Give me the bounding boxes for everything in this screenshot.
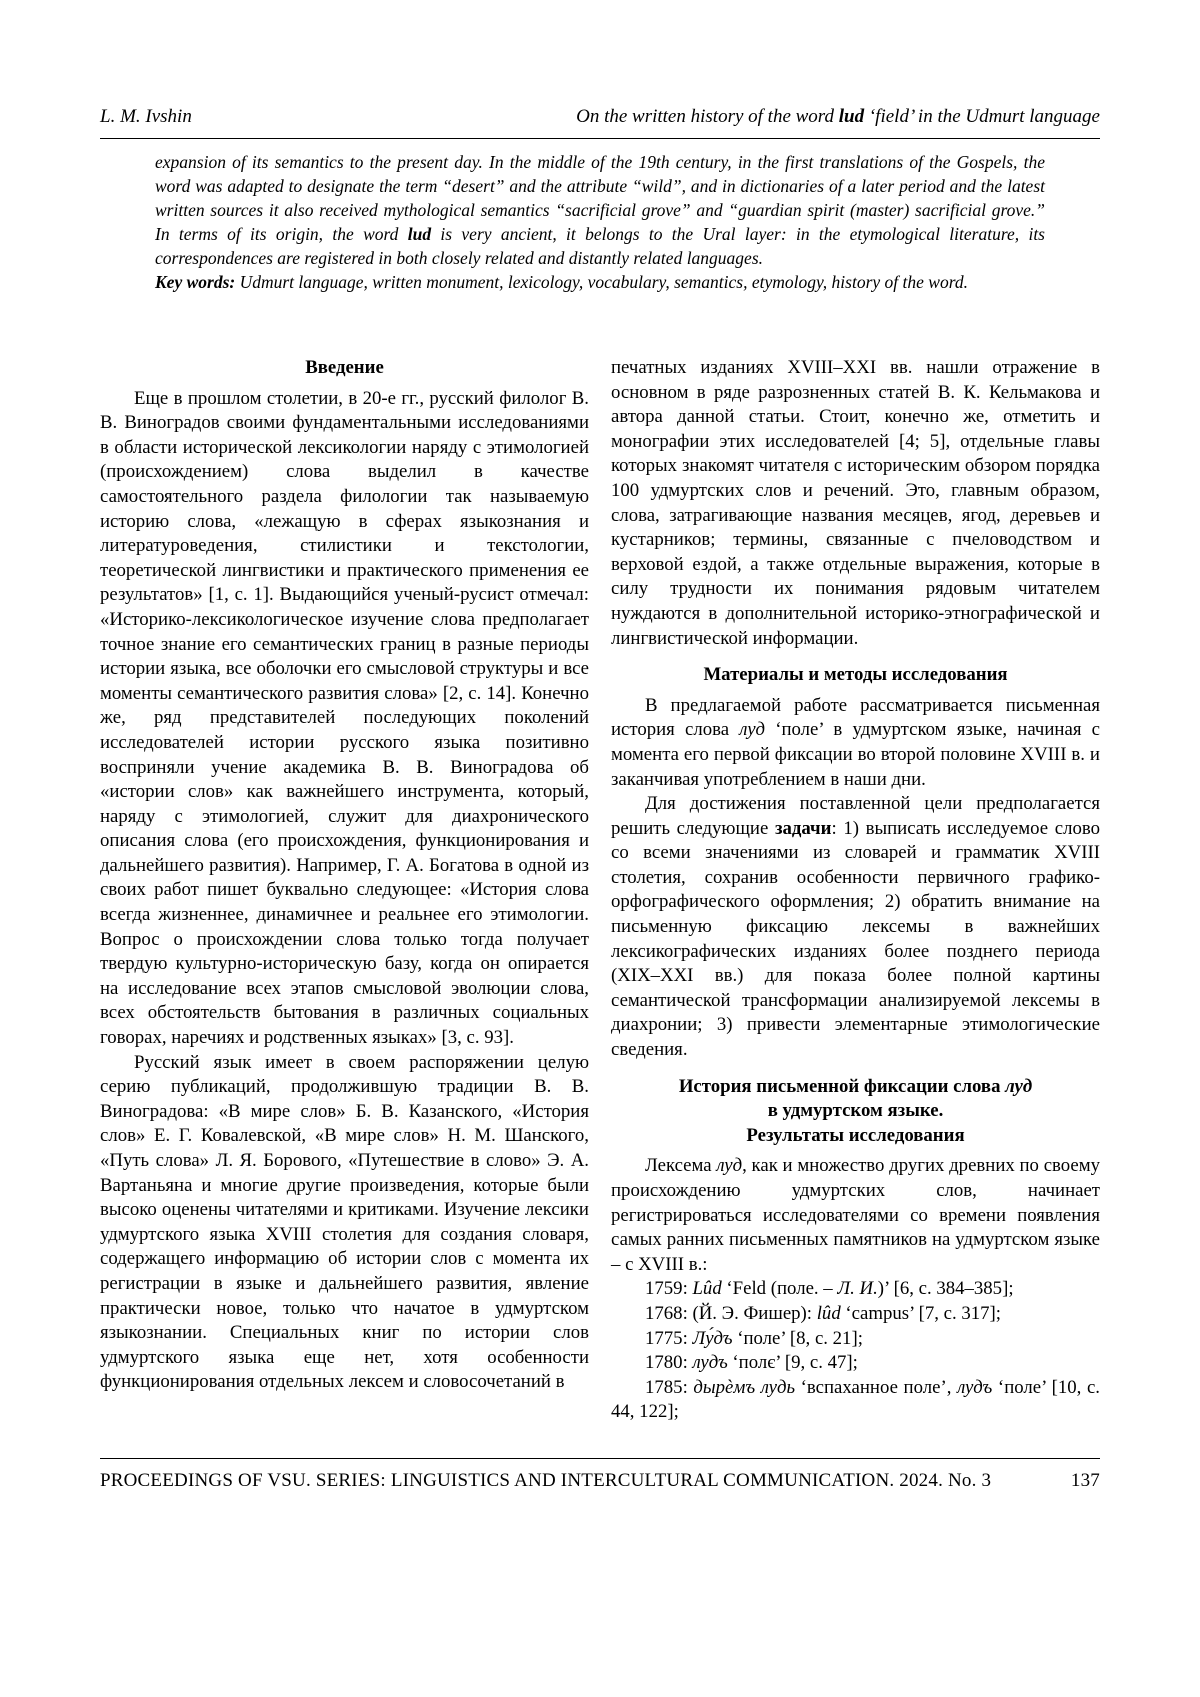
two-column-body: [100, 356, 1100, 1456]
running-title: [576, 106, 1100, 128]
text-run: Key words:: [155, 272, 240, 292]
text-run: Udmurt language, written monument, lexicology, vocabulary, semantics, etymology, history of the word.: [239, 272, 968, 292]
text-run: 1785:: [645, 1376, 694, 1398]
paragraph: [611, 694, 1100, 792]
text-run: луд: [739, 719, 766, 741]
text-run: Lûd: [692, 1278, 722, 1300]
author-name: L. M. Ivshin: [100, 106, 192, 127]
text-run: Л. И.: [837, 1278, 878, 1300]
text-run: Результаты исследования: [746, 1124, 965, 1146]
text-run: , как и множество других древних по своему происхождению удмуртских слов, начинает регистрироваться исследователями со времени появления самых ранних письменных памятников на удмуртском языке – с XVIII в.:: [611, 1155, 1100, 1275]
text-run: is very ancient, it belongs to the Ural layer: in the etymological literature, its correspondences are registered in both closely related and distantly related languages.: [155, 224, 1045, 268]
paragraph: [100, 1051, 589, 1395]
text-run: : 1) выписать исследуемое слово со всеми значениями из словарей и грамматик XVIII столетия, сохранив особенности первичного графико-орфографического оформления; 2) обратить внимание на письменную фиксацию лексемы в важнейших лексикографических изданиях более позднего периода (XIX–XXI вв.) для показа более полной картины семантической трансформации анализируемой лексемы в диахронии; 3) привести элементарные этимологические сведения.: [611, 817, 1100, 1061]
text-run: История письменной фиксации слова: [678, 1075, 1006, 1097]
page-number: 137: [1070, 1470, 1100, 1491]
text-run: в удмуртском языке.: [767, 1100, 944, 1122]
paragraph: [100, 387, 589, 1051]
text-run: В предлагаемой работе рассматривается письменная история слова: [611, 694, 1100, 741]
text-run: 1768: (Й. Э. Фишер):: [645, 1302, 817, 1324]
text-run: луд: [716, 1155, 743, 1177]
text-run: Лексема: [645, 1155, 717, 1177]
paragraph: [611, 1351, 1100, 1376]
text-run: дырѐмъ лудь: [693, 1376, 796, 1398]
text-run: On the written history of the word: [576, 106, 839, 127]
text-run: )’ [6, с. 384–385];: [877, 1278, 1014, 1300]
paragraph: [611, 1302, 1100, 1327]
text-run: луд: [1005, 1075, 1033, 1097]
text-run: lûd: [816, 1302, 841, 1324]
page-footer: [100, 1458, 1100, 1492]
text-run: ‘полє’ [9, с. 47];: [727, 1352, 858, 1374]
paragraph: [611, 1277, 1100, 1302]
paragraph: [611, 792, 1100, 1063]
text-run: Лу́дъ: [692, 1327, 733, 1349]
text-run: ‘field’ in the Udmurt language: [864, 106, 1100, 127]
section-heading: [100, 356, 589, 381]
text-run: lud: [838, 106, 865, 127]
section-heading: [611, 1075, 1100, 1149]
abstract-text: [155, 150, 1045, 270]
text-run: ‘Feld (поле. –: [721, 1278, 838, 1300]
text-run: печатных изданиях XVIII–XXI вв. нашли отражение в основном в ряде разрозненных статей В. К. Кельмакова и автора данной статьи. Стоит, конечно же, отметить и монографии этих исследователей [4; 5], отдельные главы которых знакомят читателя с историческим обзором порядка 100 удмуртских слов и речений. Это, главным образом, слова, затрагивающие названия месяцев, ягод, деревьев и кустарников; термины, связанные с пчеловодством и верховой ездой, а также отдельные выражения, которые в силу трудности их понимания рядовым читателем нуждаются в дополнительной историко-этнографической и лингвистической информации.: [611, 357, 1100, 649]
text-run: Еще в прошлом столетии, в 20-е гг., русский филолог В. В. Виноградов своими фундаментальными исследованиями в области исторической лексикологии наряду с этимологией (происхождением) слова выделил в качестве самостоятельного раздела филологии так называемую историю слова, «лежащую в сферах языкознания и литературоведения, стилистики и текстологии, теоретической лингвистики и практического применения ее результатов» [1, с. 1]. Выдающийся ученый-русист отмечал: «Историко-лексикологическое изучение слова предполагает точное знание его семантических границ в разные периоды истории языка, все оболочки его смысловой структуры и все моменты семантического развития слова» [2, с. 14]. Конечно же, ряд представителей последующих поколений исследователей истории русского языка позитивно восприняли учение академика В. В. Виноградова об «истории слов» как важнейшего инструмента, который, наряду с этимологией, служит для диахронического описания слова (его происхождения, функционирования и дальнейшего развития). Например, Г. А. Богатова в одной из своих работ пишет буквально следующее: «История слова всегда жизненнее, динамичнее и реальнее его этимологии. Вопрос о происхождении слова только тогда получает твердую культурно-историческую базу, когда он опирается на исследование всех этапов смысловой эволюции слова, всех обстоятельств бытования в различных социальных говорах, наречиях и родственных языках» [3, с. 93].: [100, 387, 589, 1049]
paragraph: [611, 1154, 1100, 1277]
text-run: expansion of its semantics to the present day. In the middle of the 19th century, in the first translations of the Gospels, the word was adapted to designate the term “desert” and the attribute “wild”, and in dictionaries of a later period and the latest written sources it also received mythological semantics “sacrificial grove” and “guardian spirit (master) sacrificial grove.” In terms of its origin, the word: [155, 152, 1045, 244]
left-column: [100, 356, 589, 1456]
abstract: [155, 150, 1045, 294]
text-run: лудъ: [957, 1376, 993, 1398]
text-run: Русский язык имеет в своем распоряжении целую серию публикаций, продолжившую традиции В. В. Виноградова: «В мире слов» Б. В. Казанского, «История слов» Е. Г. Ковалевской, «В мире слов» Н. М. Шанского, «Путь слова» Л. Я. Борового, «Путешествие в слово» Э. А. Вартаньяна и многие другие произведения, которые были высоко оценены читателями и критиками. Изучение лексики удмуртского языка XVIII столетия для создания словаря, содержащего информацию об истории слов с момента их регистрации в языке и дальнейшего развития, явление практически новое, только что начатое в удмуртском языкознании. Специальных книг по истории слов удмуртского языка еще нет, хотя особенности функционирования отдельных лексем и словосочетаний в: [100, 1051, 589, 1393]
text-run: Введение: [305, 357, 384, 378]
section-heading: [611, 663, 1100, 688]
text-run: 1759:: [645, 1278, 693, 1300]
paragraph: [611, 1376, 1100, 1425]
right-column: [611, 356, 1100, 1456]
text-run: ‘campus’ [7, с. 317];: [840, 1302, 1002, 1324]
text-run: 1775:: [645, 1327, 693, 1349]
text-run: лудъ: [692, 1352, 728, 1374]
text-run: ‘поле’ [8, с. 21];: [732, 1327, 863, 1349]
text-run: Материалы и методы исследования: [703, 664, 1008, 686]
text-run: 1780:: [645, 1352, 693, 1374]
journal-line: PROCEEDINGS OF VSU. SERIES: LINGUISTICS AND INTERCULTURAL COMMUNICATION. 2024. No. 3: [100, 1470, 992, 1491]
text-run: Для достижения поставленной цели предполагается решить следующие: [611, 793, 1100, 839]
text-run: ‘вспаханное поле’,: [795, 1376, 958, 1398]
text-run: lud: [407, 224, 432, 244]
paragraph: [611, 1327, 1100, 1352]
paragraph: [611, 356, 1100, 651]
running-header: [100, 106, 1100, 139]
text-run: ‘поле’ [10, с. 44, 122];: [611, 1376, 1100, 1423]
keywords-line: [155, 270, 1045, 294]
text-run: ‘поле’ в удмуртском языке, начиная с момента его первой фиксации во второй половине XVIII в. и заканчивая употреблением в наши дни.: [611, 719, 1100, 790]
text-run: задачи: [774, 817, 832, 839]
